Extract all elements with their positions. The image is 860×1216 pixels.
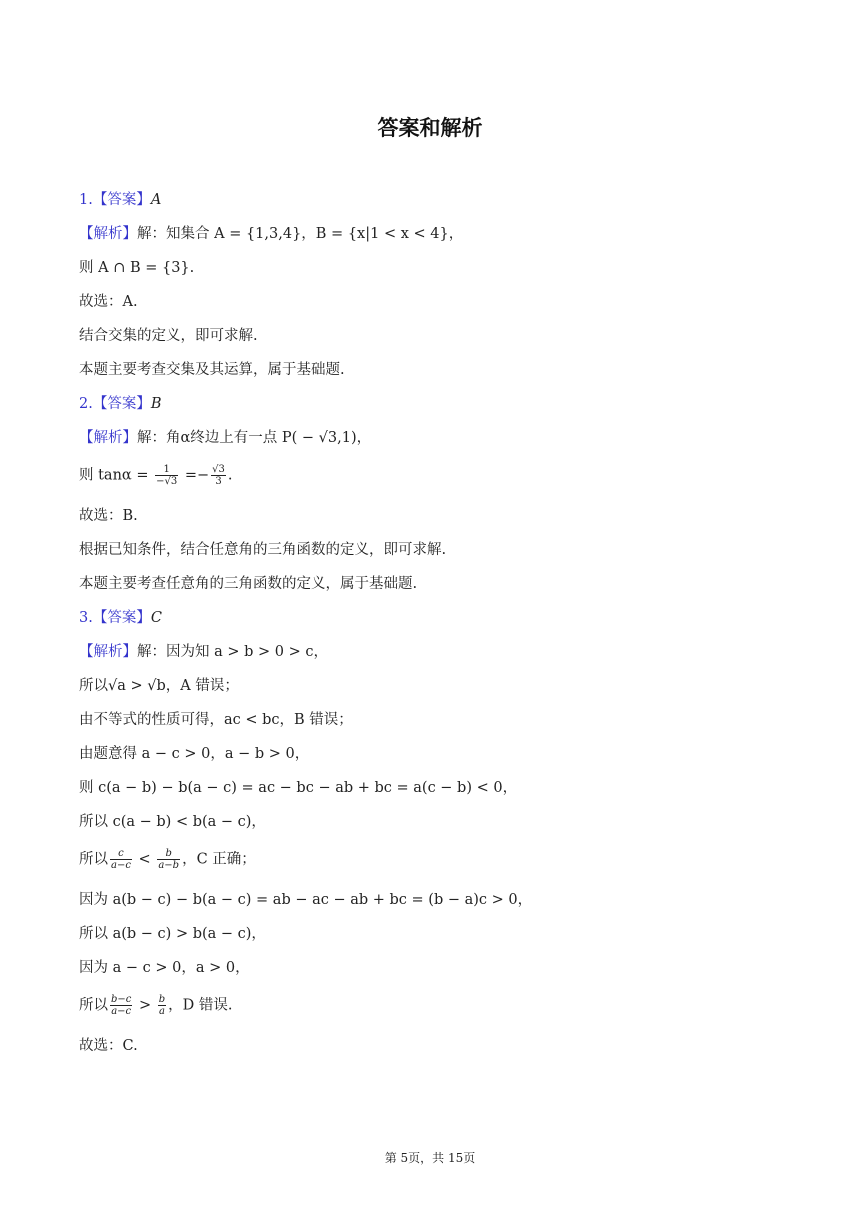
q1-answer-line <box>79 190 161 210</box>
q1-line-1: 解：知集合 A = {1,3,4}，B = {x|1 < x < 4}， <box>137 226 464 242</box>
q1-analysis-line <box>79 224 463 244</box>
q2-answer: B <box>150 396 162 412</box>
q3-fraction-4-denominator: a <box>158 1006 165 1017</box>
q3-line-11-mid: > <box>134 997 156 1014</box>
q3-fraction-1-denominator: a−c <box>111 860 131 871</box>
q3-line-11-prefix: 所以 <box>79 997 108 1014</box>
q2-line-1: 解：角α终边上有一点 P( − √3,1)， <box>137 430 372 446</box>
q3-line-5: 则 c(a − b) − b(a − c) = ac − bc − ab + bc = a(c − b) < 0， <box>79 780 518 796</box>
q3-fraction-3-denominator: a−c <box>111 1006 132 1017</box>
q2-line-2-suffix: . <box>227 467 233 484</box>
q3-number: 3. <box>79 610 93 626</box>
q3-answer: C <box>150 610 162 626</box>
q1-answer-tag: 【答案】 <box>92 192 151 208</box>
q1-line-2: 则 A ∩ B = {3}. <box>79 260 195 276</box>
q3-line-7-prefix: 所以 <box>79 851 108 868</box>
q2-line-2-prefix: 则 tanα = <box>79 467 154 484</box>
q2-line-3: 故选：B. <box>79 508 138 524</box>
q3-fraction-1-numerator: c <box>110 848 132 860</box>
q3-line-7-suffix: ，C 正确； <box>182 851 256 868</box>
q2-fraction-2-denominator: 3 <box>215 476 222 487</box>
page-footer: 第 5页，共 15页 <box>384 1151 476 1165</box>
q1-number: 1. <box>79 192 93 208</box>
q3-line-8: 因为 a(b − c) − b(a − c) = ab − ac − ab + bc = (b − a)c > 0， <box>79 892 533 908</box>
q1-line-5: 本题主要考查交集及其运算，属于基础题. <box>79 362 345 378</box>
q2-answer-tag: 【答案】 <box>92 396 151 412</box>
q3-fraction-3-numerator: b−c <box>111 994 132 1005</box>
page-title: 答案和解析 <box>377 116 483 140</box>
q3-fraction-4-numerator: b <box>158 994 166 1005</box>
q1-line-4: 结合交集的定义，即可求解. <box>79 328 258 344</box>
q3-answer-line <box>79 608 162 628</box>
q3-line-4: 由题意得 a − c > 0，a − b > 0， <box>79 746 310 762</box>
q3-line-7-mid: < <box>133 851 156 868</box>
q2-analysis-tag: 【解析】 <box>79 430 137 446</box>
q2-analysis-line <box>79 428 371 448</box>
q3-fraction-2-numerator: b <box>157 848 180 860</box>
q2-answer-line <box>79 394 162 414</box>
q3-fraction-3 <box>110 994 132 1017</box>
q3-line-9: 所以 a(b − c) > b(a − c)， <box>79 926 266 942</box>
q3-analysis-tag: 【解析】 <box>79 644 137 660</box>
q1-analysis-tag: 【解析】 <box>79 226 137 242</box>
q2-line-2 <box>79 464 232 487</box>
q3-line-12: 故选：C. <box>79 1038 138 1054</box>
q2-line-2-mid: =− <box>180 467 210 484</box>
q3-line-6: 所以 c(a − b) < b(a − c)， <box>79 814 266 830</box>
q2-fraction-1-denominator: −√3 <box>156 476 178 487</box>
q3-line-1: 解：因为知 a > b > 0 > c， <box>137 644 328 660</box>
q3-analysis-line <box>79 642 328 662</box>
q2-line-5: 本题主要考查任意角的三角函数的定义，属于基础题. <box>79 576 418 592</box>
q2-line-4: 根据已知条件，结合任意角的三角函数的定义，即可求解. <box>79 542 447 558</box>
q3-line-10: 因为 a − c > 0，a > 0， <box>79 960 250 976</box>
q3-line-3: 由不等式的性质可得，ac < bc，B 错误； <box>79 712 353 728</box>
q2-fraction-1 <box>155 464 178 487</box>
q3-answer-tag: 【答案】 <box>92 610 151 626</box>
q1-answer: A <box>150 192 162 208</box>
q2-fraction-2-numerator: √3 <box>212 464 225 475</box>
q3-fraction-2 <box>157 848 180 871</box>
q3-fraction-4 <box>158 994 166 1017</box>
q2-number: 2. <box>79 396 93 412</box>
q3-fraction-1 <box>110 848 132 871</box>
q2-fraction-1-numerator: 1 <box>155 464 178 476</box>
q3-line-11-suffix: ，D 错误. <box>168 997 233 1014</box>
q1-line-3: 故选：A. <box>79 294 138 310</box>
q2-fraction-2 <box>211 464 226 487</box>
q3-line-7 <box>79 848 256 871</box>
q3-line-11 <box>79 994 233 1017</box>
q3-line-2: 所以√a > √b，A 错误； <box>79 678 239 694</box>
q3-fraction-2-denominator: a−b <box>158 860 180 871</box>
